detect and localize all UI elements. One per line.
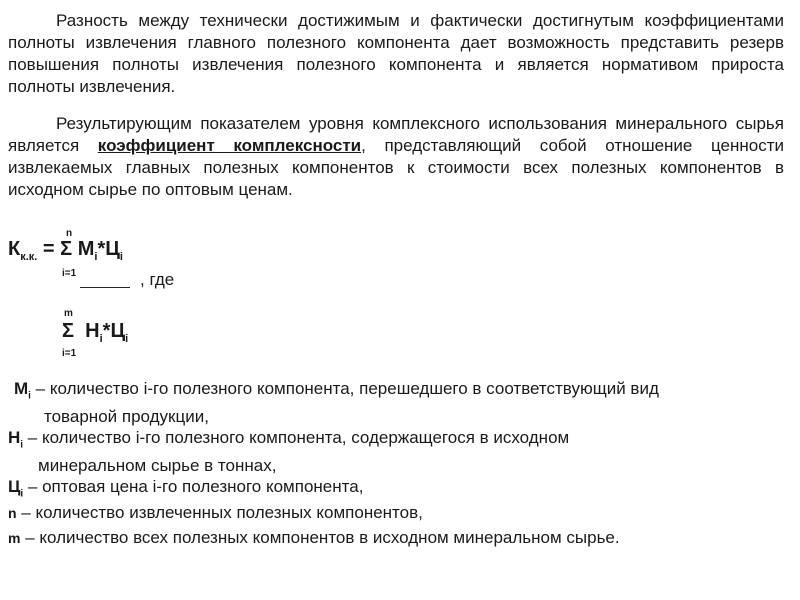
paragraph-reserve: [8, 10, 784, 98]
formula-lhs: К: [8, 238, 21, 260]
definition-symbol: n: [8, 505, 17, 521]
formula-numerator: [8, 238, 123, 263]
denominator-mult-c: *Ц: [102, 320, 126, 342]
sum-upper-limit-m: m: [64, 308, 73, 319]
definition-c: [8, 476, 788, 504]
sum-lower-limit-denominator: i=1: [62, 348, 77, 359]
paragraph-complexity-after: , представляющий собой отношение ценности извлекаемых главных полезных компонентов к стоимости всех полезных компонентов в исходном сырье по оптовым ценам.: [8, 136, 785, 199]
formula-where: , где: [140, 270, 175, 289]
definition-text: – количество всех полезных компонентов в исходном минеральном сырье.: [20, 528, 620, 547]
denominator-h-subscript: i: [99, 333, 103, 345]
numerator-m-subscript: i: [94, 251, 98, 263]
paragraph-complexity-before: Результирующим показателем уровня комплексного использования минерального сырья является: [8, 114, 784, 155]
denominator-h: Н: [85, 320, 100, 342]
sum-lower-limit: i=1: [62, 268, 77, 279]
definition-m: [14, 378, 794, 427]
definition-text: – количество i-го полезного компонента, перешедшего в соответствующий вид: [30, 379, 659, 398]
definition-symbol: $Н_i$: [8, 428, 24, 451]
complexity-coefficient-term: коэффициент комплексности: [97, 136, 362, 155]
definition-symbol: $М_i$: [14, 379, 31, 402]
denominator-sigma: Σ: [62, 320, 75, 342]
numerator-mult-c: *Ц: [97, 238, 120, 260]
definition-text: – количество извлеченных полезных компонентов,: [16, 503, 423, 522]
definition-symbol: $Ц_i$: [8, 477, 24, 500]
denominator-c-subscript: i: [125, 333, 129, 345]
formula-lhs-subscript: к.к.: [20, 251, 38, 263]
definition-n: [8, 502, 788, 524]
fraction-line: [80, 287, 130, 288]
definition-h: [8, 427, 788, 476]
formula-equals-sigma: = Σ: [37, 238, 78, 260]
definition-m-total: [8, 527, 788, 549]
definition-text: – количество i-го полезного компонента, содержащегося в исходном: [23, 428, 570, 447]
paragraph-complexity: [8, 113, 784, 201]
numerator-m: М: [77, 238, 95, 260]
sum-upper-limit-n: n: [66, 228, 73, 239]
paragraph-reserve-text: Разность между технически достижимым и фактически достигнутым коэффициентами полноты извлечения главного полезного компонента дает возможность представить резерв повышения полноты извлечения полезного компонента и является нормативом прироста полноты извлечения.: [8, 11, 784, 96]
definition-text: – оптовая цена i-го полезного компонента,: [23, 477, 364, 496]
definition-text-continued: товарной продукции,: [44, 407, 209, 427]
definition-text-continued: минеральном сырье в тоннах,: [38, 456, 277, 476]
formula-denominator: [62, 320, 128, 345]
numerator-c-subscript: i: [119, 251, 123, 263]
definition-symbol: m: [8, 530, 21, 546]
